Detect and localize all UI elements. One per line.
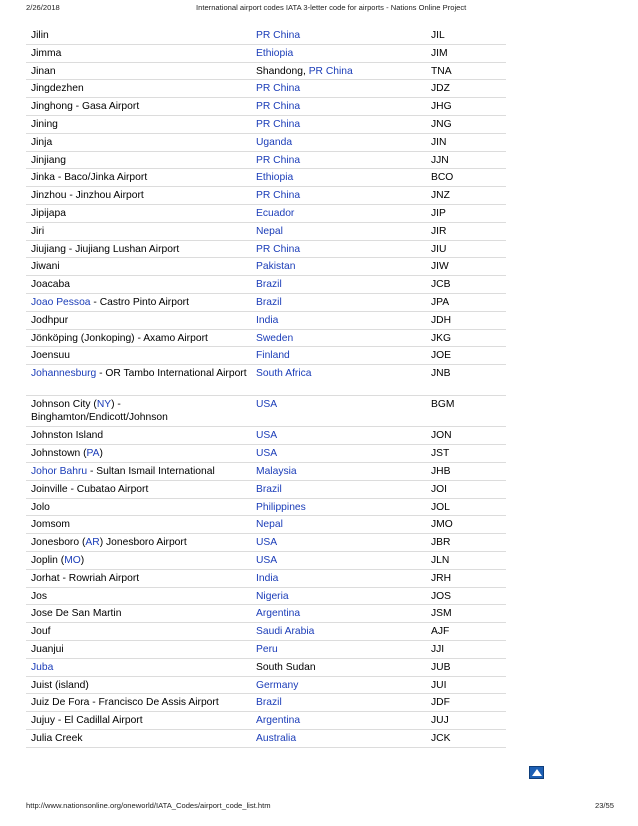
city-cell bbox=[26, 330, 256, 347]
country-cell bbox=[256, 116, 431, 133]
cell-text: Juist (island) bbox=[31, 679, 89, 691]
cell-text: Joacaba bbox=[31, 279, 70, 291]
country-cell bbox=[256, 187, 431, 204]
code-cell: JJI bbox=[431, 643, 445, 655]
link-text[interactable]: India bbox=[256, 314, 279, 326]
code-cell: JCK bbox=[431, 732, 451, 744]
country-cell bbox=[256, 463, 431, 480]
city-cell bbox=[26, 152, 256, 169]
cell-text: Jodhpur bbox=[31, 314, 69, 326]
city-cell bbox=[26, 588, 256, 605]
link-text[interactable]: USA bbox=[256, 537, 278, 549]
code-cell: JIN bbox=[431, 136, 447, 148]
print-date: 2/26/2018 bbox=[26, 3, 60, 12]
table-row bbox=[26, 677, 506, 695]
code-cell: JDZ bbox=[431, 83, 450, 95]
cell-text: ) - Binghamton/Endicott/Johnson bbox=[31, 399, 168, 423]
cell-text: ) bbox=[80, 555, 85, 566]
city-cell bbox=[26, 27, 256, 44]
code-cell: JNB bbox=[431, 368, 451, 380]
code-cell: JSM bbox=[431, 608, 452, 620]
link-text[interactable]: Australia bbox=[256, 732, 297, 744]
country-cell bbox=[256, 677, 431, 694]
table-row bbox=[26, 169, 506, 187]
code-cell: JDH bbox=[431, 314, 452, 326]
country-cell bbox=[256, 588, 431, 605]
country-cell bbox=[256, 205, 431, 222]
table-row bbox=[26, 481, 506, 499]
table-row bbox=[26, 205, 506, 223]
cell-text: Jingdezhen bbox=[31, 83, 84, 95]
city-cell bbox=[26, 312, 256, 329]
city-cell bbox=[26, 463, 256, 480]
link-text[interactable]: PR China bbox=[256, 30, 301, 41]
code-cell: JIU bbox=[431, 243, 447, 255]
link-text[interactable]: Argentina bbox=[256, 715, 301, 727]
link-text[interactable]: USA bbox=[256, 555, 278, 566]
city-cell bbox=[26, 481, 256, 498]
table-row bbox=[26, 396, 506, 427]
link-text[interactable]: USA bbox=[256, 399, 278, 411]
country-cell bbox=[256, 730, 431, 747]
cell-text: Shandong, bbox=[256, 65, 309, 77]
country-cell bbox=[256, 445, 431, 462]
city-cell bbox=[26, 659, 256, 676]
link-text[interactable]: Johor Bahru bbox=[31, 466, 88, 478]
link-text[interactable]: Juba bbox=[31, 661, 54, 673]
country-cell bbox=[256, 312, 431, 329]
country-cell bbox=[256, 516, 431, 533]
cell-text: Jimma bbox=[31, 47, 62, 59]
link-text[interactable]: Brazil bbox=[256, 697, 282, 709]
table-row bbox=[26, 552, 506, 570]
link-text[interactable]: PR China bbox=[256, 154, 301, 166]
city-cell bbox=[26, 205, 256, 222]
table-row bbox=[26, 659, 506, 677]
table-row bbox=[26, 623, 506, 641]
code-cell: JIM bbox=[431, 47, 448, 59]
city-cell bbox=[26, 169, 256, 186]
code-cell: JOL bbox=[431, 501, 450, 513]
cell-text: Johnston Island bbox=[31, 430, 104, 442]
link-text[interactable]: Ethiopia bbox=[256, 172, 294, 184]
city-cell bbox=[26, 80, 256, 97]
page-url: http://www.nationsonline.org/oneworld/IATA_Codes/airport_code_list.htm bbox=[26, 801, 271, 810]
link-text[interactable]: PR China bbox=[256, 118, 301, 130]
table-row bbox=[26, 330, 506, 348]
cell-text: Jinan bbox=[31, 65, 56, 77]
city-cell bbox=[26, 427, 256, 444]
cell-text: Jonesboro ( bbox=[31, 537, 86, 549]
city-cell bbox=[26, 605, 256, 622]
code-cell: JUB bbox=[431, 661, 451, 673]
cell-text: Jinjiang bbox=[31, 154, 66, 166]
city-cell bbox=[26, 641, 256, 658]
table-row bbox=[26, 365, 506, 396]
cell-text: Johnson City ( bbox=[31, 399, 97, 411]
link-text[interactable]: Ethiopia bbox=[256, 47, 294, 59]
code-cell: AJF bbox=[431, 626, 450, 638]
cell-text: Jomsom bbox=[31, 519, 70, 531]
country-cell bbox=[256, 552, 431, 569]
cell-text: Jinzhou - Jinzhou Airport bbox=[31, 190, 144, 202]
cell-text: - Sultan Ismail International bbox=[87, 466, 215, 478]
table-row bbox=[26, 152, 506, 170]
table-row bbox=[26, 187, 506, 205]
table-row bbox=[26, 27, 506, 45]
link-text[interactable]: Nepal bbox=[256, 225, 283, 237]
link-text[interactable]: PR China bbox=[256, 190, 301, 202]
table-row bbox=[26, 427, 506, 445]
country-cell bbox=[256, 623, 431, 640]
cell-text: Jos bbox=[31, 590, 48, 602]
country-cell bbox=[256, 223, 431, 240]
table-row bbox=[26, 258, 506, 276]
link-text[interactable]: Brazil bbox=[256, 483, 282, 495]
cell-text: Julia Creek bbox=[31, 732, 83, 744]
country-cell bbox=[256, 169, 431, 186]
code-cell: JIR bbox=[431, 225, 447, 237]
city-cell bbox=[26, 276, 256, 293]
city-cell bbox=[26, 396, 256, 426]
city-cell bbox=[26, 445, 256, 462]
cell-text: Jining bbox=[31, 118, 58, 130]
city-cell bbox=[26, 365, 256, 395]
table-row bbox=[26, 499, 506, 517]
link-text[interactable]: Nepal bbox=[256, 519, 283, 531]
cell-text: - OR Tambo International Airport bbox=[96, 368, 247, 380]
code-cell: JIW bbox=[431, 261, 449, 273]
link-text[interactable]: Joao Pessoa bbox=[31, 296, 91, 308]
code-cell: JCB bbox=[431, 279, 451, 291]
country-cell bbox=[256, 241, 431, 258]
cell-text: Jujuy - El Cadillal Airport bbox=[31, 715, 143, 727]
link-text[interactable]: Sweden bbox=[256, 332, 294, 344]
country-cell bbox=[256, 63, 431, 80]
link-text[interactable]: PR China bbox=[256, 101, 301, 113]
code-cell: JHB bbox=[431, 466, 451, 478]
table-row bbox=[26, 570, 506, 588]
table-row bbox=[26, 588, 506, 606]
city-cell bbox=[26, 499, 256, 516]
cell-text: Jorhat - Rowriah Airport bbox=[31, 572, 140, 584]
city-cell bbox=[26, 98, 256, 115]
table-row bbox=[26, 80, 506, 98]
table-row bbox=[26, 641, 506, 659]
table-row bbox=[26, 694, 506, 712]
code-cell: JKG bbox=[431, 332, 452, 344]
cell-text: Jiri bbox=[31, 225, 45, 237]
cell-text: Jiwani bbox=[31, 261, 60, 273]
code-cell: BGM bbox=[431, 399, 455, 411]
code-cell: JOE bbox=[431, 350, 452, 362]
cell-text: Jiujiang - Jiujiang Lushan Airport bbox=[31, 243, 180, 255]
cell-text: Juiz De Fora - Francisco De Assis Airport bbox=[31, 697, 219, 709]
code-cell: JIP bbox=[431, 207, 446, 219]
cell-text: Jinghong - Gasa Airport bbox=[31, 101, 140, 113]
code-cell: JUI bbox=[431, 679, 447, 691]
table-row bbox=[26, 463, 506, 481]
page-number: 23/55 bbox=[594, 801, 614, 810]
country-cell bbox=[256, 641, 431, 658]
code-cell: JUJ bbox=[431, 715, 449, 727]
table-row bbox=[26, 63, 506, 81]
cell-text: South Sudan bbox=[256, 661, 316, 673]
city-cell bbox=[26, 63, 256, 80]
table-row bbox=[26, 241, 506, 259]
country-cell bbox=[256, 294, 431, 311]
cell-text: Jilin bbox=[31, 30, 49, 41]
country-cell bbox=[256, 659, 431, 676]
table-row bbox=[26, 134, 506, 152]
link-text[interactable]: Brazil bbox=[256, 279, 282, 291]
code-cell: JPA bbox=[431, 296, 450, 308]
city-cell bbox=[26, 134, 256, 151]
city-cell bbox=[26, 552, 256, 569]
table-row bbox=[26, 98, 506, 116]
city-cell bbox=[26, 516, 256, 533]
cell-text: Jolo bbox=[31, 501, 50, 513]
link-text[interactable]: Ecuador bbox=[256, 207, 295, 219]
airport-code-table bbox=[26, 27, 506, 748]
print-footer bbox=[0, 801, 638, 815]
city-cell bbox=[26, 694, 256, 711]
cell-text: Juanjui bbox=[31, 643, 64, 655]
table-row bbox=[26, 294, 506, 312]
country-cell bbox=[256, 712, 431, 729]
link-text[interactable]: Malaysia bbox=[256, 466, 297, 478]
country-cell bbox=[256, 45, 431, 62]
code-cell: JHG bbox=[431, 101, 452, 113]
link-text[interactable]: Argentina bbox=[256, 608, 301, 620]
cell-text: Johnstown ( bbox=[31, 448, 87, 460]
country-cell bbox=[256, 258, 431, 275]
cell-text: ) bbox=[99, 448, 103, 460]
table-row bbox=[26, 730, 506, 748]
city-cell bbox=[26, 730, 256, 747]
cell-text: Joinville - Cubatao Airport bbox=[31, 483, 149, 495]
code-cell: JON bbox=[431, 430, 452, 442]
code-cell: JST bbox=[431, 448, 450, 460]
scroll-top-button[interactable] bbox=[529, 766, 544, 779]
cell-text: Jouf bbox=[31, 626, 51, 638]
link-text[interactable]: Uganda bbox=[256, 136, 293, 148]
cell-text: Jönköping (Jonkoping) - Axamo Airport bbox=[31, 332, 208, 344]
country-cell bbox=[256, 534, 431, 551]
link-text[interactable]: NY bbox=[96, 399, 112, 411]
city-cell bbox=[26, 347, 256, 364]
country-cell bbox=[256, 365, 431, 395]
link-text[interactable]: PR China bbox=[308, 65, 353, 77]
country-cell bbox=[256, 570, 431, 587]
code-cell: JNG bbox=[431, 118, 452, 130]
city-cell bbox=[26, 187, 256, 204]
code-cell: JMO bbox=[431, 519, 453, 531]
country-cell bbox=[256, 98, 431, 115]
city-cell bbox=[26, 570, 256, 587]
code-cell: JOI bbox=[431, 483, 448, 495]
page-title: International airport codes IATA 3-letter code for airports - Nations Online Project bbox=[196, 3, 467, 12]
cell-text: - Castro Pinto Airport bbox=[90, 296, 189, 308]
code-cell: JLN bbox=[431, 555, 450, 566]
code-cell: TNA bbox=[431, 65, 452, 77]
city-cell bbox=[26, 294, 256, 311]
table-row bbox=[26, 45, 506, 63]
table-row bbox=[26, 116, 506, 134]
link-text[interactable]: Peru bbox=[256, 643, 278, 655]
cell-text: ) Jonesboro Airport bbox=[99, 537, 187, 549]
link-text[interactable]: Saudi Arabia bbox=[256, 626, 315, 638]
code-cell: BCO bbox=[431, 172, 454, 184]
city-cell bbox=[26, 677, 256, 694]
link-text[interactable]: Nigeria bbox=[256, 590, 289, 602]
code-cell: JOS bbox=[431, 590, 452, 602]
cell-text: Joensuu bbox=[31, 350, 70, 362]
link-text[interactable]: MO bbox=[64, 555, 81, 566]
country-cell bbox=[256, 330, 431, 347]
link-text[interactable]: USA bbox=[256, 448, 278, 460]
country-cell bbox=[256, 694, 431, 711]
city-cell bbox=[26, 45, 256, 62]
country-cell bbox=[256, 481, 431, 498]
table-row bbox=[26, 534, 506, 552]
city-cell bbox=[26, 241, 256, 258]
table-row bbox=[26, 712, 506, 730]
country-cell bbox=[256, 152, 431, 169]
link-text[interactable]: USA bbox=[256, 430, 278, 442]
link-text[interactable]: PA bbox=[86, 448, 100, 460]
link-text[interactable]: South Africa bbox=[256, 368, 312, 380]
country-cell bbox=[256, 499, 431, 516]
link-text[interactable]: Brazil bbox=[256, 296, 282, 308]
link-text[interactable]: Pakistan bbox=[256, 261, 296, 273]
link-text[interactable]: PR China bbox=[256, 83, 301, 95]
table-row bbox=[26, 347, 506, 365]
table-row bbox=[26, 223, 506, 241]
link-text[interactable]: Philippines bbox=[256, 501, 306, 513]
link-text[interactable]: PR China bbox=[256, 243, 301, 255]
cell-text: Jose De San Martin bbox=[31, 608, 122, 620]
table-row bbox=[26, 445, 506, 463]
link-text[interactable]: AR bbox=[85, 537, 100, 549]
city-cell bbox=[26, 223, 256, 240]
table-row bbox=[26, 276, 506, 294]
city-cell bbox=[26, 534, 256, 551]
city-cell bbox=[26, 258, 256, 275]
triangle-up-icon bbox=[532, 769, 542, 776]
code-cell: JBR bbox=[431, 537, 451, 549]
country-cell bbox=[256, 427, 431, 444]
code-cell: JNZ bbox=[431, 190, 450, 202]
country-cell bbox=[256, 27, 431, 44]
table-row bbox=[26, 312, 506, 330]
link-text[interactable]: Germany bbox=[256, 679, 299, 691]
city-cell bbox=[26, 116, 256, 133]
city-cell bbox=[26, 712, 256, 729]
link-text[interactable]: India bbox=[256, 572, 279, 584]
code-cell: JIL bbox=[431, 30, 445, 41]
code-cell: JJN bbox=[431, 154, 449, 166]
code-cell: JDF bbox=[431, 697, 450, 709]
cell-text: Joplin ( bbox=[31, 555, 65, 566]
country-cell bbox=[256, 605, 431, 622]
country-cell bbox=[256, 396, 431, 426]
cell-text: Jinka - Baco/Jinka Airport bbox=[31, 172, 148, 184]
country-cell bbox=[256, 134, 431, 151]
link-text[interactable]: Johannesburg bbox=[31, 368, 97, 380]
country-cell bbox=[256, 80, 431, 97]
link-text[interactable]: Finland bbox=[256, 350, 290, 362]
code-cell: JRH bbox=[431, 572, 452, 584]
cell-text: Jipijapa bbox=[31, 207, 66, 219]
table-row bbox=[26, 605, 506, 623]
city-cell bbox=[26, 623, 256, 640]
cell-text: Jinja bbox=[31, 136, 53, 148]
table-row bbox=[26, 516, 506, 534]
print-header bbox=[0, 3, 638, 17]
country-cell bbox=[256, 276, 431, 293]
country-cell bbox=[256, 347, 431, 364]
